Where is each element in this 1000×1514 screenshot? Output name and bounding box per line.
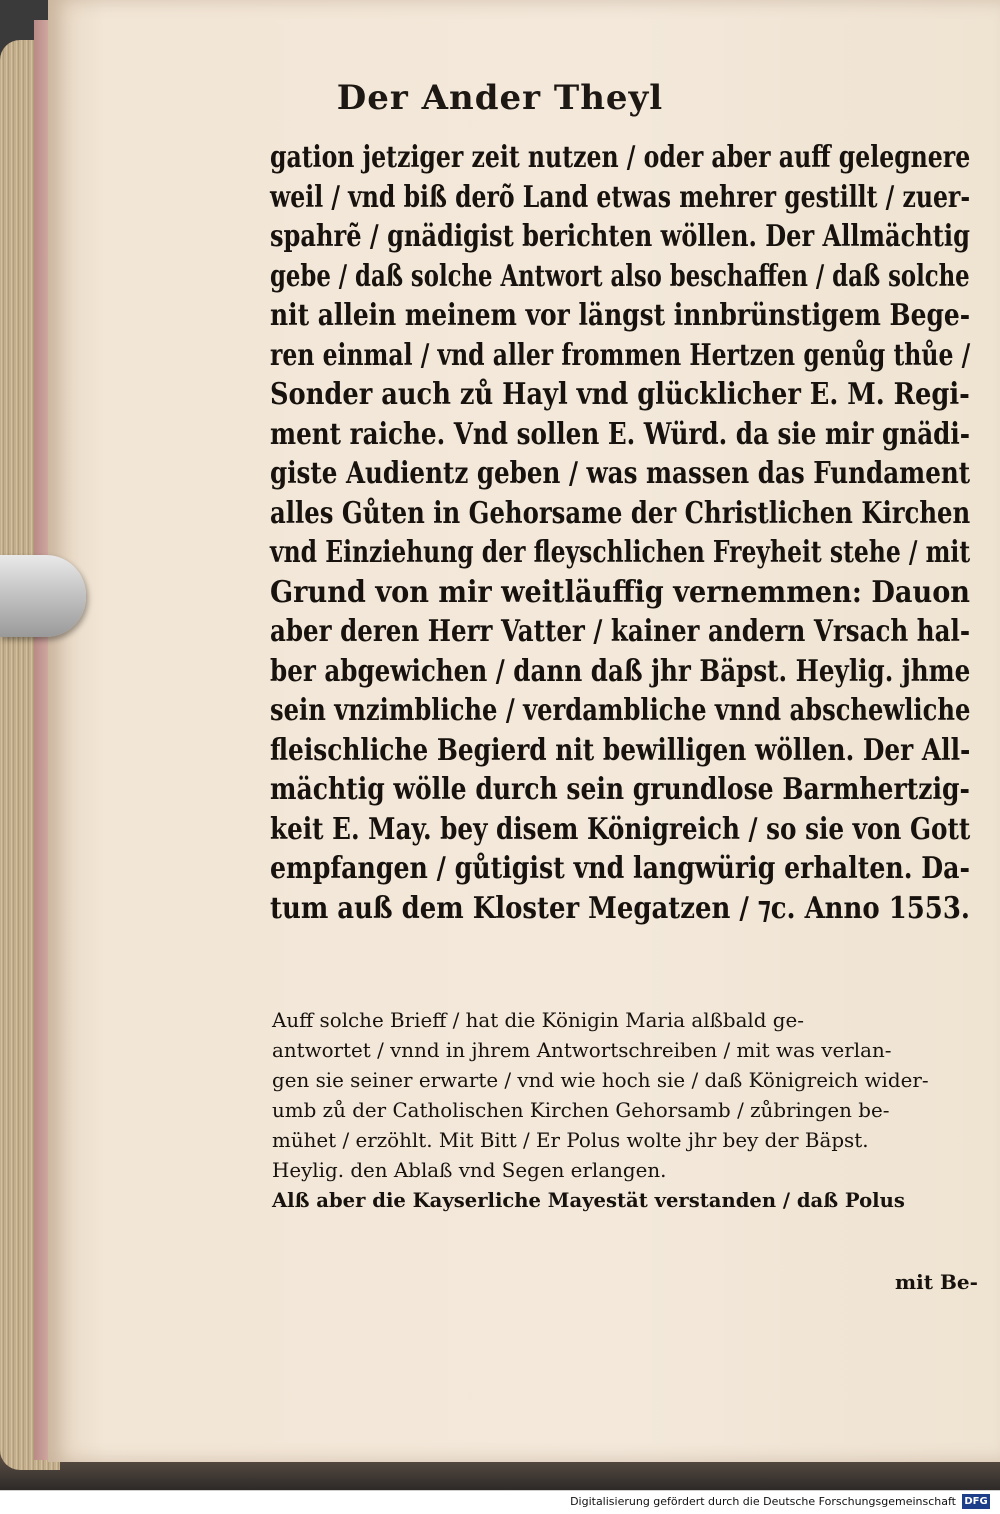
catchword: mit Be- [895, 1270, 978, 1294]
small-text-block [272, 1005, 977, 1215]
text-line: ment raiche. Vnd sollen E. Würd. da sie mir gnädi- [270, 416, 971, 452]
text-line: gation jetziger zeit nutzen / oder aber auff gelegnere [270, 140, 971, 175]
text-line: nit allein meinem vor längst innbrünstigem Bege- [270, 298, 971, 333]
text-line: keit E. May. bey disem Königreich / so sie von Gott [270, 811, 971, 847]
text-line: Heylig. den Ablaß vnd Segen erlangen. [272, 1158, 667, 1182]
text-line: Auff solche Brieff / hat die Königin Maria alßbald ge- [272, 1008, 804, 1032]
text-line: gen sie seiner erwarte / vnd wie hoch sie / daß Königreich wider- [272, 1068, 929, 1092]
text-line: giste Audientz geben / was massen das Fundament [270, 456, 971, 491]
footer-bar [0, 1490, 1000, 1514]
footer-credit: Digitalisierung gefördert durch die Deutsche Forschungsgemeinschaft [570, 1495, 956, 1508]
text-line: weil / vnd biß derõ Land etwas mehrer gestillt / zuer- [270, 179, 971, 215]
text-line: spahrẽ / gnädigist berichten wöllen. Der Allmächtig [270, 219, 970, 254]
page-clip [0, 555, 86, 637]
paragraph-start: Alß aber die Kayserliche Mayestät verstanden / daß Polus [272, 1188, 905, 1212]
text-line: Grund von mir weitläuffig vernemmen: Dauon [270, 574, 971, 610]
text-line: gebe / daß solche Antwort also beschaffen / daß solche [270, 258, 970, 294]
running-head: Der Ander Theyl [336, 78, 664, 118]
dfg-logo: DFG [962, 1494, 990, 1509]
text-line: tum auß dem Kloster Megatzen / ⁊c. Anno 1553. [270, 890, 970, 926]
text-line: antwortet / vnnd in jhrem Antwortschreiben / mit was verlan- [272, 1038, 892, 1062]
text-line: mühet / erzöhlt. Mit Bitt / Er Polus wolte jhr bey der Bäpst. [272, 1128, 869, 1152]
text-line: alles Gůten in Gehorsame der Christlichen Kirchen [270, 495, 971, 531]
main-text-block [270, 138, 975, 928]
text-line: Sonder auch zů Hayl vnd glücklicher E. M. Regi- [270, 377, 970, 412]
text-line: umb zů der Catholischen Kirchen Gehorsamb / zůbringen be- [272, 1098, 890, 1122]
text-line: aber deren Herr Vatter / kainer andern Vrsach hal- [270, 614, 971, 649]
text-line: sein vnzimbliche / verdambliche vnnd abschewliche [270, 693, 971, 728]
text-line: empfangen / gůtigist vnd langwürig erhalten. Da- [270, 851, 970, 886]
text-line: vnd Einziehung der fleyschlichen Freyheit stehe / mit [270, 535, 971, 570]
text-line: fleischliche Begierd nit bewilligen wöllen. Der All- [270, 732, 971, 768]
text-line: ber abgewichen / dann daß jhr Bäpst. Heylig. jhme [270, 653, 971, 689]
text-line: ren einmal / vnd aller frommen Hertzen genůg thůe / [270, 337, 971, 373]
text-line: mächtig wölle durch sein grundlose Barmhertzig- [270, 772, 970, 807]
